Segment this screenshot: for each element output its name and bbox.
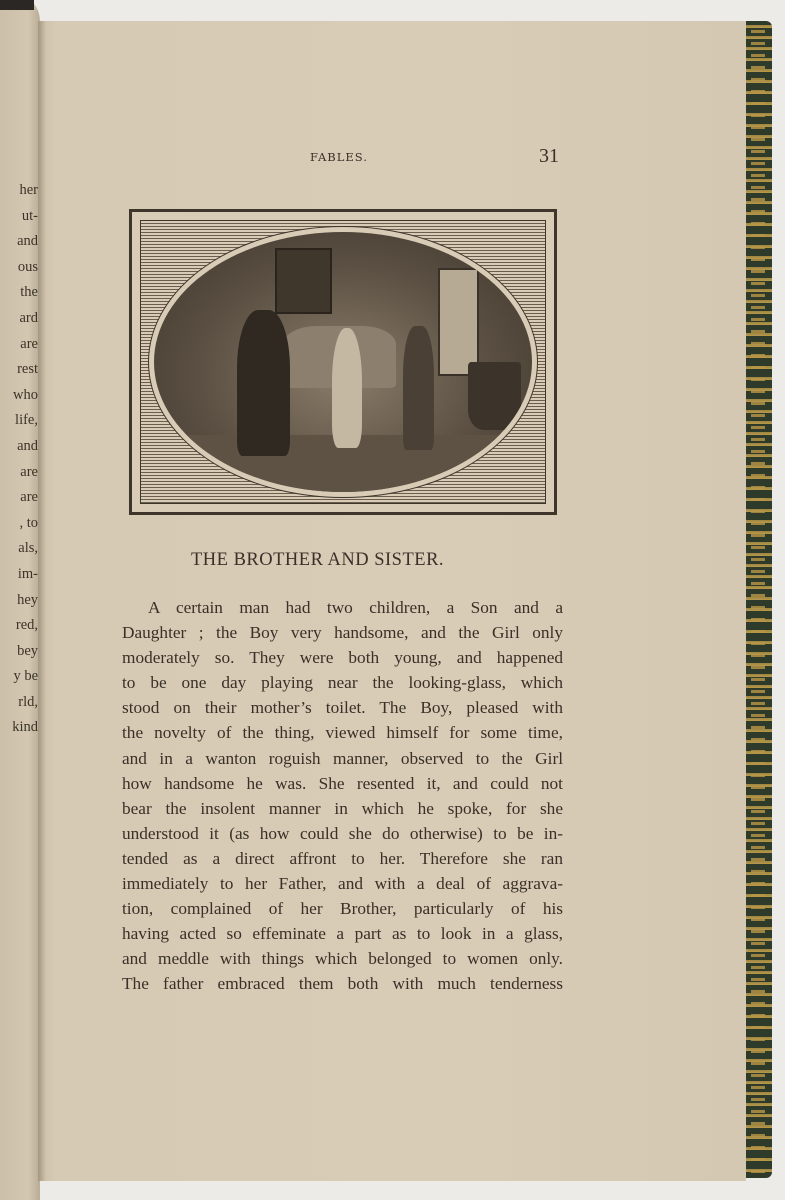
left-line: and [17,437,38,454]
left-line: life, [15,412,38,429]
left-line: , to [19,514,38,531]
left-line: rest [17,361,38,378]
left-line: als, [18,540,38,557]
left-line: ut- [21,207,38,224]
left-page-text [0,178,38,741]
left-line: are [20,463,38,480]
left-line: and [17,233,38,250]
body-line: A certain man had two children, a Son and a [148,598,563,617]
wall-picture [275,248,332,314]
body-line: the novelty of the thing, viewed himself for some time, [122,723,563,743]
oval-vignette [148,226,538,498]
body-line: understood it (as how could she do otherwise) to be in- [122,823,563,843]
running-head: FABLES. [310,150,368,164]
left-line: are [20,335,38,352]
body-line: tion, complained of her Brother, particularly of his [122,899,563,919]
body-line: stood on their mother’s toilet. The Boy, pleased with [122,698,563,718]
left-line: y be [13,668,38,685]
body-line: Daughter ; the Boy very handsome, and the Girl only [122,623,563,643]
left-line: are [20,489,38,506]
gutter-shadow [38,21,46,1181]
left-line: hey [17,591,38,608]
chapter-title: THE BROTHER AND SISTER. [191,550,445,570]
left-line: ard [19,309,38,326]
body-line: immediately to her Father, and with a deal of aggrava- [122,874,563,894]
body-line: having acted so effeminate a part as to look in a glass, [122,924,563,944]
body-line: and meddle with things which belonged to women only. [122,949,563,969]
body-line: how handsome he was. She resented it, and could not [122,773,563,793]
body-line: The father embraced them both with much tenderness [122,974,563,994]
page-number: 31 [539,145,559,167]
boy-figure [403,326,433,451]
left-page-edge [0,0,40,1200]
left-line: bey [17,642,38,659]
engraving-illustration [129,209,557,515]
parlour-scene [154,232,532,492]
left-line: who [13,386,38,403]
dressing-table [468,362,521,430]
body-text [122,595,563,997]
gilt-ornament [751,21,765,1178]
father-figure [237,310,290,456]
body-line: bear the insolent manner in which he spoke, for she [122,798,563,818]
body-line: moderately so. They were both young, and happened [122,648,563,668]
left-line: red, [15,617,38,634]
left-line: ous [17,258,38,275]
left-line: her [19,182,38,198]
left-line: im- [17,565,38,582]
gilt-cover-edge [746,21,772,1178]
body-line: tended as a direct affront to her. Therefore she ran [122,848,563,868]
window [438,268,480,376]
body-line: and in a wanton roguish manner, observed to the Girl [122,748,563,768]
girl-figure [332,328,362,448]
binding-shadow [0,0,34,10]
left-line: kind [12,719,38,736]
left-line: the [20,284,38,301]
left-line: rld, [18,693,38,710]
body-line: to be one day playing near the looking-glass, which [122,673,563,693]
